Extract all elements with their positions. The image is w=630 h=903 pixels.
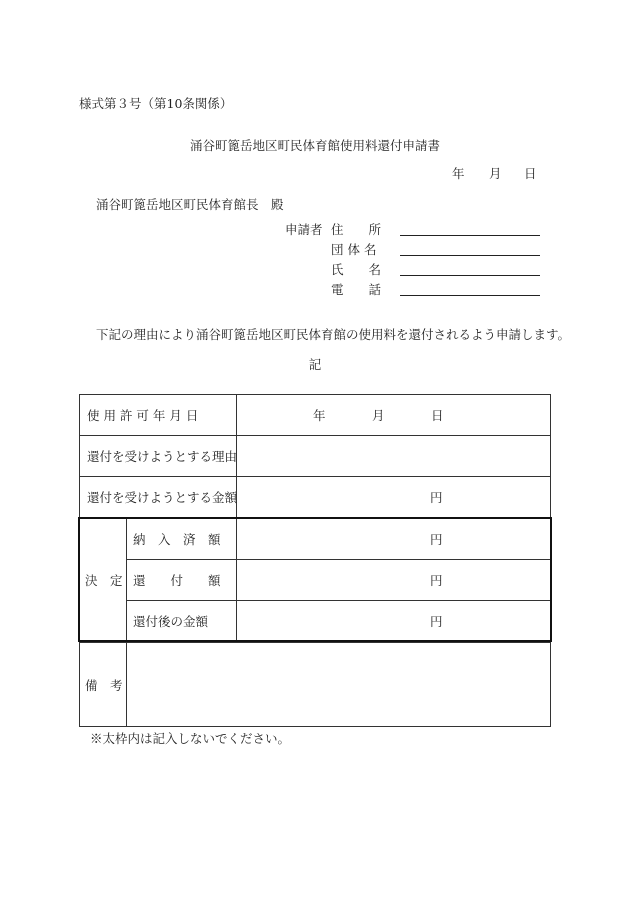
group-name-field-line (400, 255, 540, 256)
document-title: 涌谷町篦岳地区町民体育館使用料還付申請書 (189, 138, 440, 153)
permit-date-day: 日 (431, 408, 444, 423)
decision-label: 決 定 (85, 573, 123, 588)
row-divider (80, 642, 550, 643)
refund-amount-yen: 円 (430, 573, 443, 588)
name-field-line (400, 275, 540, 276)
refund-amount-label: 還 付 額 (133, 573, 221, 588)
phone-label: 電 話 (331, 282, 382, 297)
permit-date-year: 年 (313, 408, 326, 423)
remarks-label: 備 考 (85, 678, 123, 693)
ki-heading: 記 (308, 357, 322, 372)
after-refund-yen: 円 (430, 614, 443, 629)
permit-date-label: 使 用 許 可 年 月 日 (87, 408, 199, 423)
phone-field-line (400, 295, 540, 296)
request-text: 下記の理由により涌谷町篦岳地区町民体育館の使用料を還付されるよう申請します。 (96, 327, 571, 342)
amount-label: 還付を受けようとする金額 (87, 490, 238, 505)
date-month-label: 月 (489, 166, 502, 181)
amount-yen: 円 (430, 490, 443, 505)
group-name-label: 団 体 名 (331, 242, 377, 257)
paid-amount-label: 納 入 済 額 (133, 532, 221, 547)
row-divider (80, 476, 550, 477)
address-label: 住 所 (331, 222, 382, 237)
date-year-label: 年 (452, 166, 465, 181)
applicant-label: 申請者 (285, 222, 323, 237)
row-divider (80, 435, 550, 436)
after-refund-label: 還付後の金額 (133, 614, 209, 629)
permit-date-month: 月 (372, 408, 385, 423)
reason-label: 還付を受けようとする理由 (87, 449, 238, 464)
date-day-label: 日 (524, 166, 537, 181)
name-label: 氏 名 (331, 262, 382, 277)
paid-amount-yen: 円 (430, 532, 443, 547)
addressee: 涌谷町篦岳地区町民体育館長 殿 (96, 197, 284, 212)
address-field-line (400, 235, 540, 236)
note-text: ※太枠内は記入しないでください。 (90, 731, 291, 746)
form-number: 様式第３号（第10条関係） (79, 96, 233, 111)
official-use-thick-border (78, 517, 552, 642)
